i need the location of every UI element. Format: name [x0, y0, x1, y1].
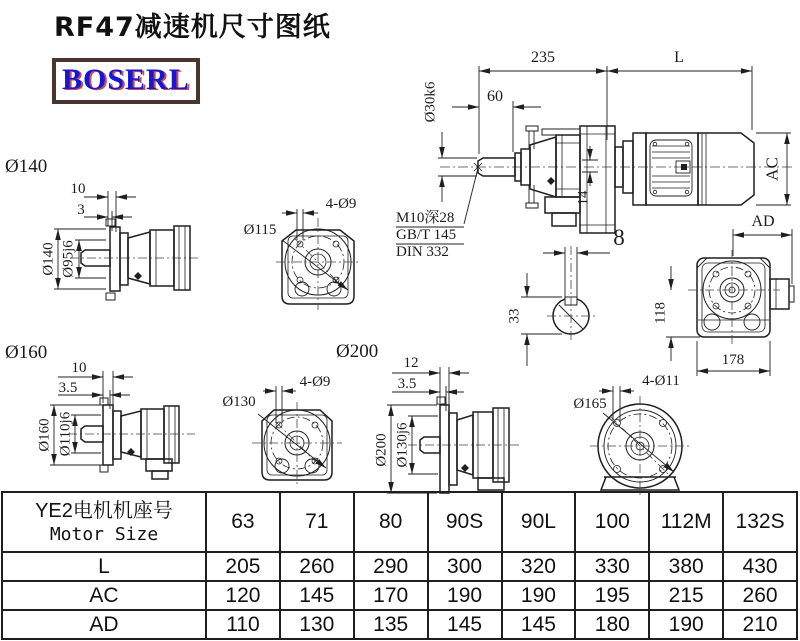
dim-key-width: 8 — [613, 225, 625, 250]
table-col-80: 80 — [354, 492, 428, 552]
table-cell: 210 — [723, 610, 797, 639]
table-col-90L: 90L — [502, 492, 576, 552]
brand-logo-text: BOSERL — [62, 63, 190, 96]
table-cell: 205 — [206, 552, 280, 581]
table-cell: 430 — [723, 552, 797, 581]
motor-size-table — [1, 491, 798, 640]
dim-14: 14 — [575, 190, 592, 206]
dim-140-step: 3 — [77, 202, 85, 218]
dim-118: 118 — [652, 302, 669, 324]
table-col-132S: 132S — [723, 492, 797, 552]
dim-178: 178 — [721, 352, 745, 368]
table-cell: 215 — [649, 581, 723, 610]
table-row-AD — [2, 610, 797, 639]
table-cell: 145 — [502, 610, 576, 639]
note-din: DIN 332 — [396, 244, 449, 260]
table-cell: 260 — [280, 552, 354, 581]
table-cell: 190 — [428, 581, 502, 610]
table-cell: 135 — [354, 610, 428, 639]
table-row-L — [2, 552, 797, 581]
table-header-row — [2, 492, 797, 552]
dim-160-width: 10 — [71, 360, 87, 376]
table-cell: 195 — [575, 581, 649, 610]
dim-AD: AD — [751, 213, 775, 230]
table-row-AC — [2, 581, 797, 610]
table-col-71: 71 — [280, 492, 354, 552]
dim-140-od: Ø140 — [40, 242, 57, 276]
table-cell: 300 — [428, 552, 502, 581]
table-header-cn: YE2电机机座号 — [35, 499, 173, 522]
table-row-label: AC — [2, 581, 206, 610]
view-160-face — [252, 386, 342, 486]
table-col-112M: 112M — [649, 492, 723, 552]
dim-200-pilot: Ø165 — [573, 396, 607, 412]
label-flange160: Ø160 — [5, 342, 48, 363]
table-row-label: L — [2, 552, 206, 581]
dim-140-pilot: Ø115 — [243, 222, 277, 238]
table-cell: 145 — [428, 610, 502, 639]
table-cell: 145 — [280, 581, 354, 610]
table-col-100: 100 — [575, 492, 649, 552]
table-header-motor-size — [2, 492, 206, 552]
table-cell: 330 — [575, 552, 649, 581]
dim-200-od: Ø200 — [373, 433, 390, 467]
table-row-label: AD — [2, 610, 206, 639]
table-cell: 380 — [649, 552, 723, 581]
dim-L: L — [674, 49, 684, 66]
table-cell: 120 — [206, 581, 280, 610]
table-cell: 130 — [280, 610, 354, 639]
view-key-section — [521, 246, 610, 366]
view-140-face — [276, 209, 360, 310]
table-col-63: 63 — [206, 492, 280, 552]
dim-160-step: 3.5 — [58, 380, 78, 396]
table-cell: 320 — [502, 552, 576, 581]
dim-key-height: 33 — [506, 308, 523, 324]
dim-160-pilot: Ø130 — [222, 394, 256, 410]
label-flange140: Ø140 — [5, 156, 48, 177]
table-cell: 190 — [502, 581, 576, 610]
dim-160-holes: 4-Ø9 — [299, 374, 331, 390]
dim-200-spigot: Ø130j6 — [394, 422, 411, 468]
page-title: RF47减速机尺寸图纸 — [54, 12, 331, 43]
dim-200-step: 3.5 — [397, 376, 417, 392]
dim-235: 235 — [531, 49, 555, 66]
dim-140-width: 10 — [70, 181, 86, 197]
dim-AC: AC — [762, 157, 782, 181]
dim-60: 60 — [487, 88, 503, 105]
dim-140-spigot: Ø95j6 — [60, 240, 77, 278]
note-tap: M10深28 — [396, 210, 455, 226]
table-cell: 110 — [206, 610, 280, 639]
dim-200-width: 12 — [403, 355, 419, 371]
table-header-en: Motor Size — [49, 523, 159, 545]
brand-logo — [52, 58, 200, 104]
table-cell: 180 — [575, 610, 649, 639]
table-cell: 260 — [723, 581, 797, 610]
table-col-90S: 90S — [428, 492, 502, 552]
dim-shaft-dia: Ø30k6 — [422, 81, 439, 123]
view-main — [396, 66, 795, 284]
table-cell: 290 — [354, 552, 428, 581]
dim-140-holes: 4-Ø9 — [325, 196, 357, 212]
note-gbt: GB/T 145 — [396, 227, 457, 243]
dim-160-od: Ø160 — [36, 418, 53, 452]
table-cell: 190 — [649, 610, 723, 639]
table-cell: 170 — [354, 581, 428, 610]
dim-160-spigot: Ø110j6 — [57, 411, 74, 457]
label-flange200: Ø200 — [336, 341, 379, 362]
dim-200-holes: 4-Ø11 — [642, 373, 680, 389]
